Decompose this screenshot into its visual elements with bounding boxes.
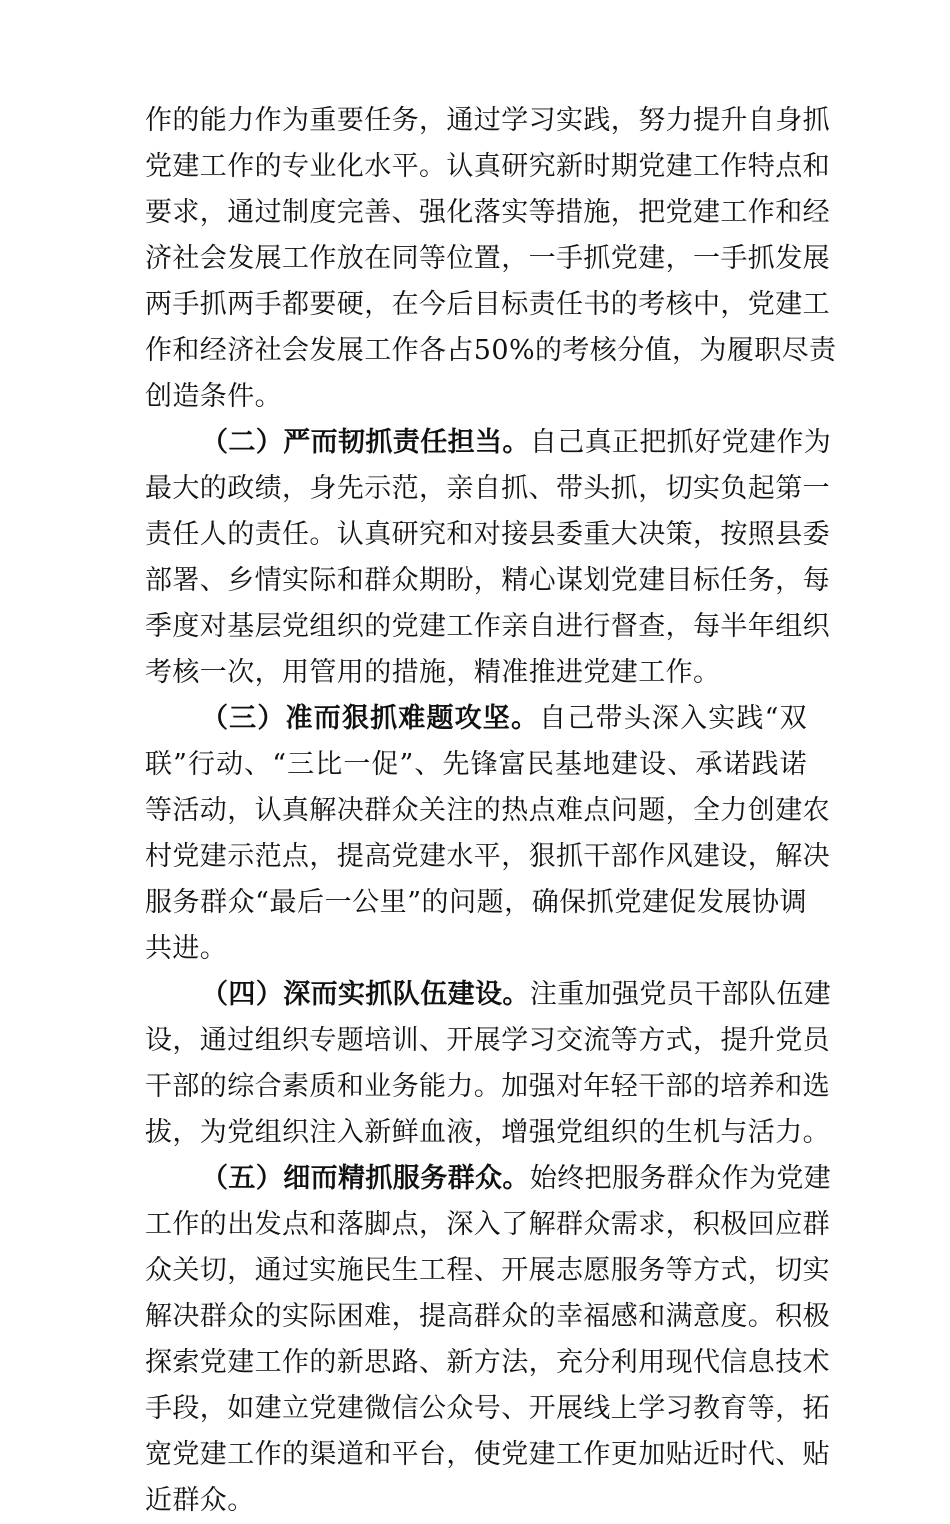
text-line: 作的能力作为重要任务，通过学习实践，努力提升自身抓 — [145, 105, 830, 136]
text-line: 等活动，认真解决群众关注的热点难点问题，全力创建农 — [145, 795, 830, 826]
text-line: 联”行动、“三比一促”、先锋富民基地建设、承诺践诺 — [145, 749, 807, 780]
text-line: 考核一次，用管用的措施，精准推进党建工作。 — [145, 657, 721, 688]
section-heading: （二）严而韧抓责任担当。 — [201, 427, 530, 458]
text-line: 要求，通过制度完善、强化落实等措施，把党建工作和经 — [145, 197, 830, 228]
text-line: 共进。 — [145, 933, 228, 964]
text-line: 设，通过组织专题培训、开展学习交流等方式，提升党员 — [145, 1025, 830, 1056]
text-line: 最大的政绩，身先示范，亲自抓、带头抓，切实负起第一 — [145, 473, 830, 504]
text-line: 责任人的责任。认真研究和对接县委重大决策，按照县委 — [145, 519, 830, 550]
text-line: 村党建示范点，提高党建水平，狠抓干部作风建设，解决 — [145, 841, 830, 872]
paragraph-first-line — [145, 420, 832, 466]
text-run: 注重加强党员干部队伍建 — [529, 979, 832, 1010]
text-line: 近群众。 — [145, 1485, 255, 1516]
section-heading: （五）细而精抓服务群众。 — [201, 1163, 530, 1194]
text-line: 两手抓两手都要硬，在今后目标责任书的考核中，党建工 — [145, 289, 830, 320]
text-line: 党建工作的专业化水平。认真研究新时期党建工作特点和 — [145, 151, 830, 182]
text-line: 干部的综合素质和业务能力。加强对年轻干部的培养和选 — [145, 1071, 830, 1102]
text-line: 探索党建工作的新思路、新方法，充分利用现代信息技术 — [145, 1347, 830, 1378]
text-line: 工作的出发点和落脚点，深入了解群众需求，积极回应群 — [145, 1209, 830, 1240]
text-run: 始终把服务群众作为党建 — [529, 1163, 832, 1194]
section-heading: （四）深而实抓队伍建设。 — [201, 979, 530, 1010]
paragraph-first-line — [145, 1156, 832, 1202]
section-heading: （三）准而狠抓难题攻坚。 — [201, 703, 540, 734]
text-line: 创造条件。 — [145, 381, 282, 412]
document-body — [145, 98, 837, 1524]
paragraph-first-line — [145, 972, 832, 1018]
text-line: 拔，为党组织注入新鲜血液，增强党组织的生机与活力。 — [145, 1117, 830, 1148]
text-line: 季度对基层党组织的党建工作亲自进行督查，每半年组织 — [145, 611, 830, 642]
paragraph-first-line — [145, 696, 807, 742]
text-line: 宽党建工作的渠道和平台，使党建工作更加贴近时代、贴 — [145, 1439, 830, 1470]
text-line: 济社会发展工作放在同等位置，一手抓党建，一手抓发展 — [145, 243, 830, 274]
text-run: 自己带头深入实践“双 — [539, 703, 807, 734]
text-line: 手段，如建立党建微信公众号、开展线上学习教育等，拓 — [145, 1393, 830, 1424]
text-line: 众关切，通过实施民生工程、开展志愿服务等方式，切实 — [145, 1255, 830, 1286]
text-line: 服务群众“最后一公里”的问题，确保抓党建促发展协调 — [145, 887, 807, 918]
text-line: 作和经济社会发展工作各占50%的考核分值，为履职尽责 — [145, 335, 837, 366]
text-run: 自己真正把抓好党建作为 — [529, 427, 832, 458]
text-line: 解决群众的实际困难，提高群众的幸福感和满意度。积极 — [145, 1301, 830, 1332]
text-line: 部署、乡情实际和群众期盼，精心谋划党建目标任务，每 — [145, 565, 830, 596]
